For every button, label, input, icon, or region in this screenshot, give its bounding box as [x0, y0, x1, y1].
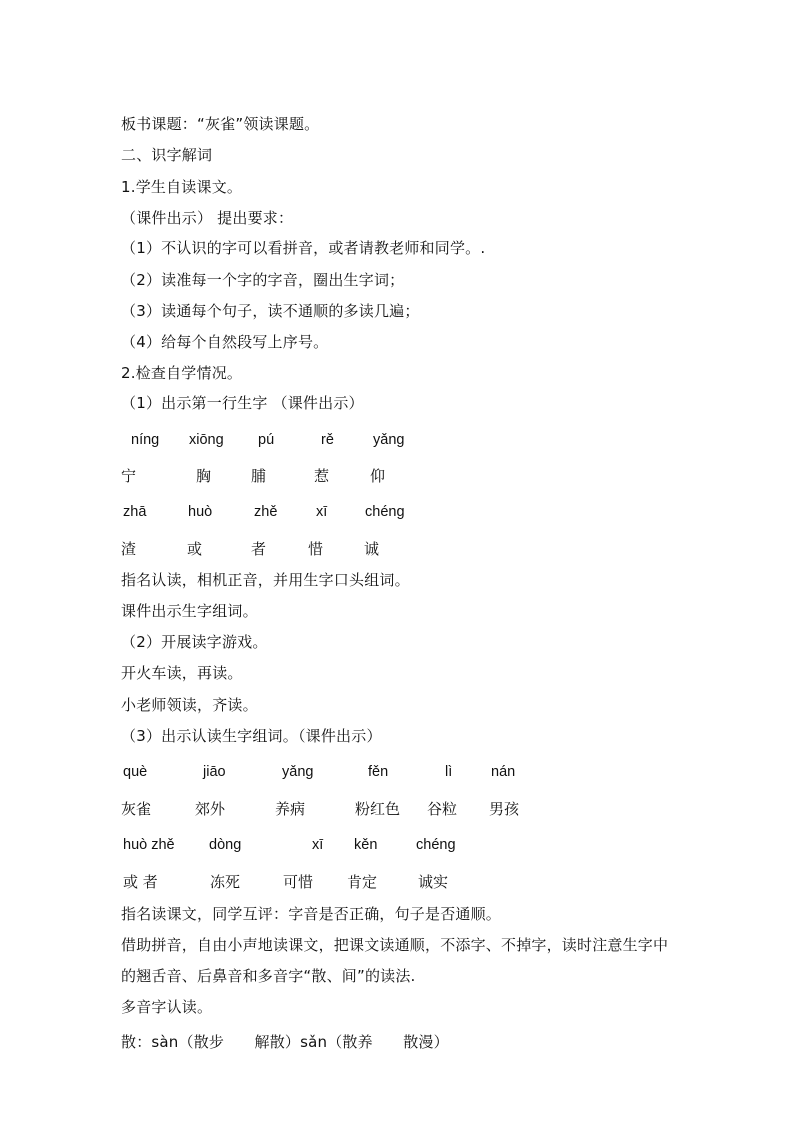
pinyin-cell: nán [491, 764, 516, 780]
pinyin-cell: chéng [416, 837, 456, 853]
pinyin-cell: lì [445, 764, 453, 780]
pinyin-row [121, 430, 721, 452]
character-cell: 宁 [121, 467, 137, 485]
section-heading: 二、识字解词 [121, 146, 213, 164]
pinyin-cell: níng [131, 432, 160, 448]
text-line: 2.检查自学情况。 [121, 364, 243, 382]
word-cell: 男孩 [489, 800, 520, 818]
pinyin-cell: huò [188, 504, 213, 520]
character-row [121, 466, 721, 488]
word-cell: 粉红色 [355, 800, 401, 818]
pinyin-cell: pú [258, 432, 275, 448]
text-line: （1）不认识的字可以看拼音，或者请教老师和同学。. [121, 239, 486, 257]
text-line: 开火车读，再读。 [121, 664, 243, 682]
pinyin-cell: zhā [123, 504, 147, 520]
text-line: （3）出示认读生字组词。（课件出示） [121, 727, 382, 745]
text-line: （2）开展读字游戏。 [121, 633, 268, 651]
word-cell: 郊外 [195, 800, 226, 818]
pinyin-cell: dòng [209, 837, 242, 853]
word-cell: 养病 [275, 800, 306, 818]
character-cell: 惜 [308, 540, 324, 558]
character-cell: 诚 [364, 540, 380, 558]
pinyin-row [121, 835, 721, 857]
pinyin-cell: xī [316, 504, 328, 520]
character-row [121, 539, 721, 561]
text-line: 的翘舌音、后鼻音和多音字“散、间”的读法. [121, 967, 416, 985]
word-cell: 诚实 [418, 873, 449, 891]
pinyin-cell: zhě [254, 504, 278, 520]
text-line: 课件出示生字组词。 [121, 602, 258, 620]
pinyin-cell: yǎng [373, 432, 405, 448]
text-line: （2）读准每一个字的字音，圈出生字词； [121, 271, 405, 289]
character-row [121, 872, 721, 894]
word-cell: 灰雀 [121, 800, 152, 818]
pinyin-row [121, 762, 721, 784]
character-cell: 者 [251, 540, 267, 558]
character-cell: 渣 [121, 540, 137, 558]
word-cell: 肯定 [347, 873, 378, 891]
pinyin-cell: xī [312, 837, 324, 853]
character-cell: 惹 [314, 467, 330, 485]
pinyin-cell: chéng [365, 504, 405, 520]
word-cell: 可惜 [283, 873, 314, 891]
pinyin-cell: huò zhě [123, 837, 175, 853]
text-line: 1.学生自读课文。 [121, 178, 243, 196]
text-line: （4）给每个自然段写上序号。 [121, 333, 329, 351]
text-line-title: 板书课题：“灰雀”领读课题。 [121, 115, 320, 133]
text-line: （1）出示第一行生字 （课件出示） [121, 394, 364, 412]
text-line: 多音字认读。 [121, 998, 213, 1016]
pinyin-cell: jiāo [203, 764, 226, 780]
pinyin-cell: kěn [354, 837, 378, 853]
pinyin-row [121, 502, 721, 524]
character-row [121, 799, 721, 821]
text-line: 指名读课文，同学互评：字音是否正确，句子是否通顺。 [121, 905, 502, 923]
text-line: 指名认读，相机正音，并用生字口头组词。 [121, 571, 410, 589]
word-cell: 冻死 [210, 873, 241, 891]
pinyin-cell: yǎng [282, 764, 314, 780]
pinyin-cell: fěn [368, 764, 389, 780]
text-line: 借助拼音，自由小声地读课文，把课文读通顺，不添字、不掉字，读时注意生字中 [121, 936, 669, 954]
pinyin-cell: què [123, 764, 148, 780]
pinyin-cell: rě [321, 432, 334, 448]
pinyin-cell: xiōng [189, 432, 224, 448]
character-cell: 脯 [251, 467, 267, 485]
character-cell: 或 [187, 540, 203, 558]
character-cell: 仰 [370, 467, 386, 485]
text-line: （课件出示） 提出要求： [121, 209, 294, 227]
text-line: 散：sàn（散步 解散）sǎn（散养 散漫） [121, 1033, 449, 1051]
word-cell: 谷粒 [427, 800, 458, 818]
character-cell: 胸 [196, 467, 212, 485]
text-line: 小老师领读，齐读。 [121, 696, 258, 714]
word-cell: 或 者 [123, 873, 158, 891]
text-line: （3）读通每个句子，读不通顺的多读几遍； [121, 302, 420, 320]
